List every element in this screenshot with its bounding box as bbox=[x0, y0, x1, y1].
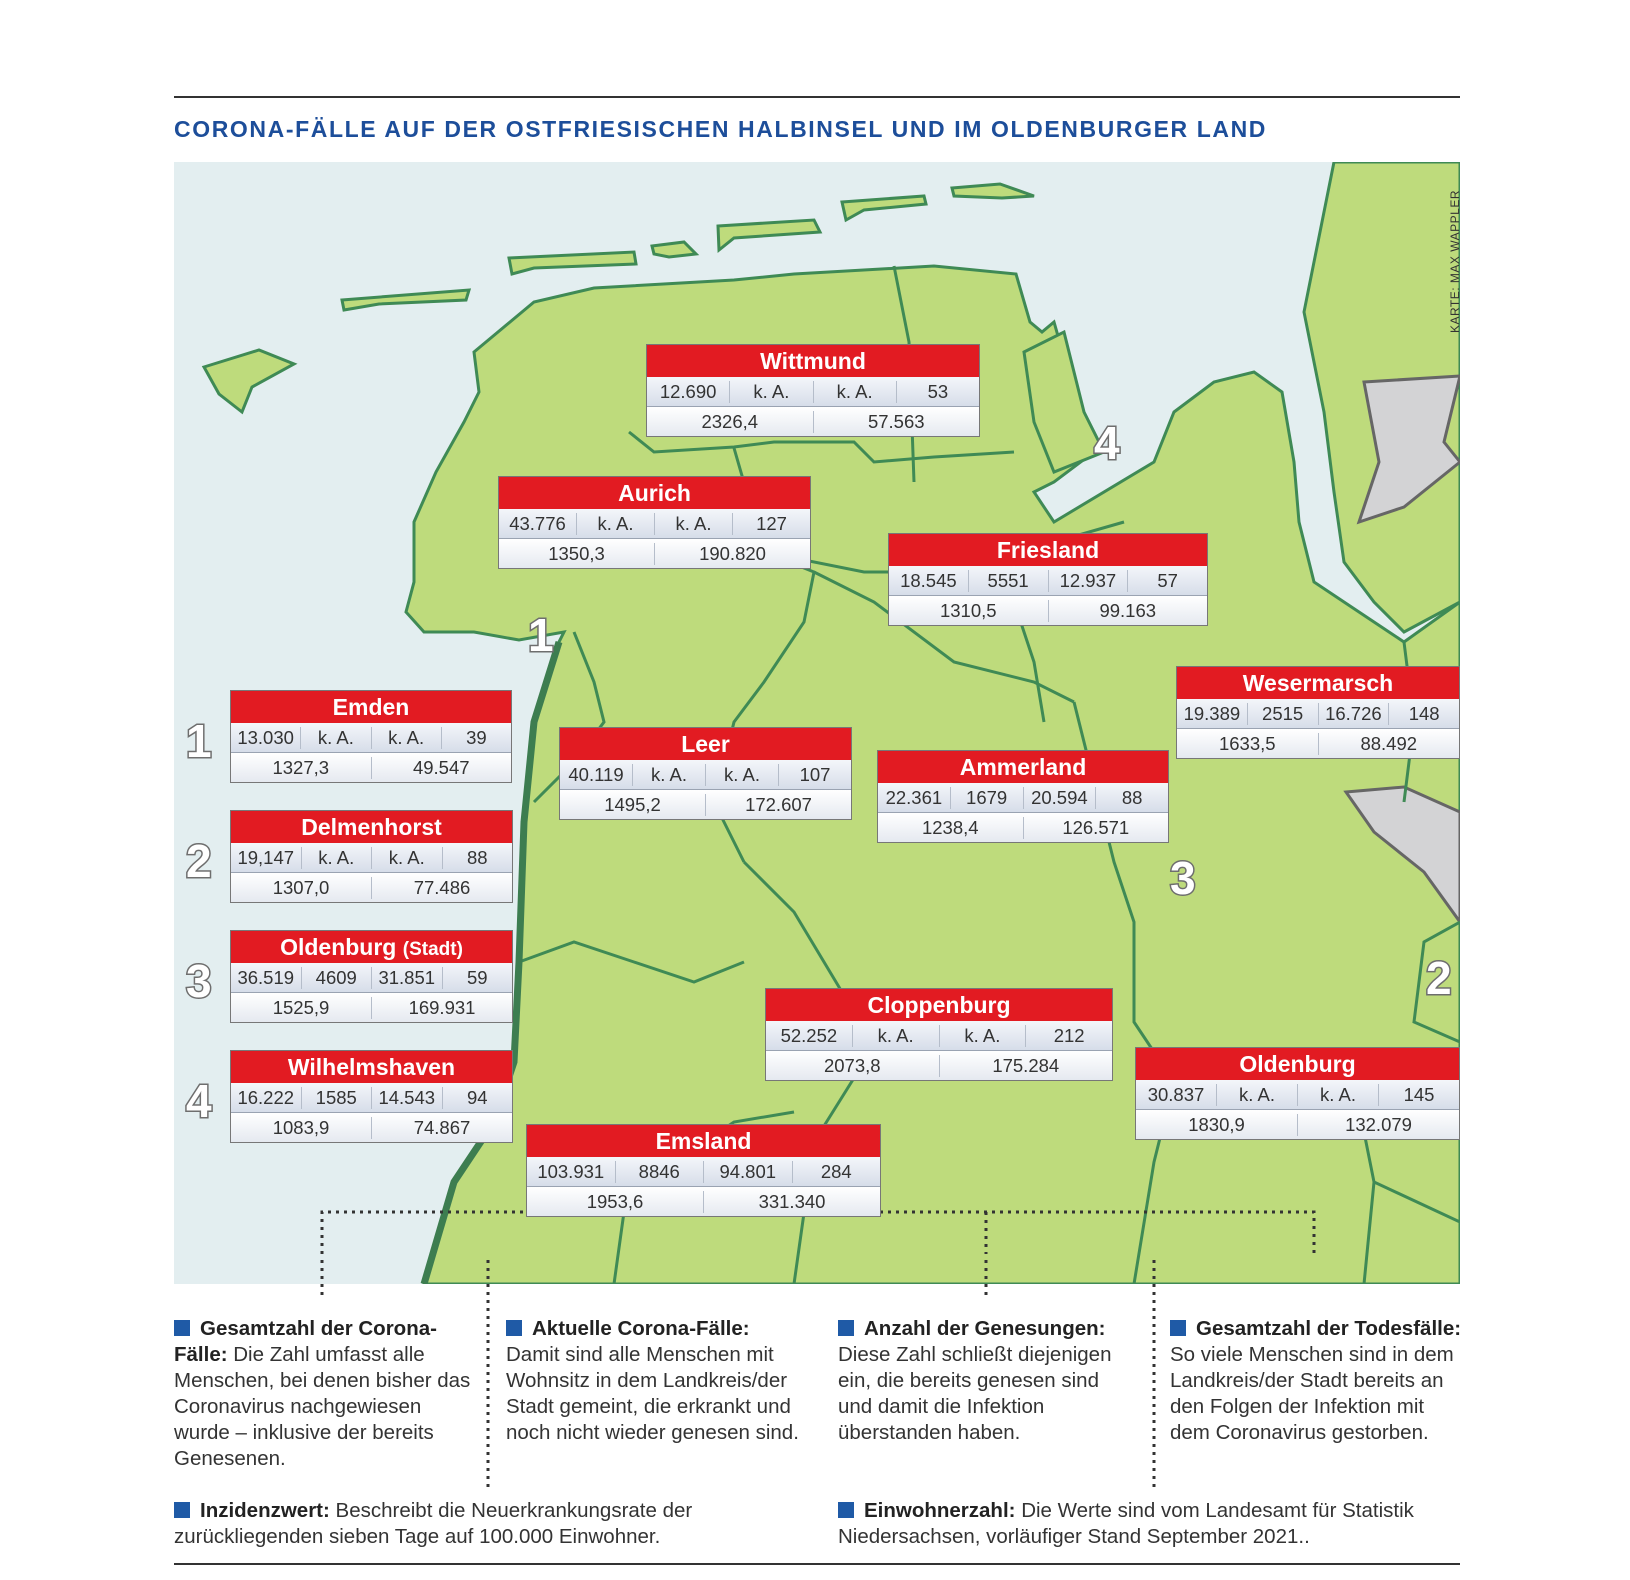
box-delmenhorst bbox=[230, 810, 513, 903]
box-title: Ammerland bbox=[878, 751, 1168, 783]
deaths: 212 bbox=[1053, 1024, 1085, 1046]
deaths: 107 bbox=[799, 763, 831, 785]
region-number-2-map: 2 bbox=[1426, 952, 1452, 1004]
box-title-suffix: (Stadt) bbox=[402, 939, 463, 960]
deaths: 148 bbox=[1408, 702, 1440, 724]
incidence: 1310,5 bbox=[889, 600, 1049, 622]
recoveries: k. A. bbox=[814, 381, 897, 403]
deaths: 94 bbox=[466, 1086, 488, 1108]
region-number-1-legend: 1 bbox=[186, 715, 212, 767]
deaths: 53 bbox=[927, 380, 949, 402]
incidence: 2326,4 bbox=[647, 411, 814, 433]
incidence: 1350,3 bbox=[499, 543, 655, 565]
region-number-3-map: 3 bbox=[1170, 852, 1196, 904]
cases-current: 8846 bbox=[616, 1161, 705, 1183]
incidence: 2073,8 bbox=[766, 1055, 940, 1077]
recoveries: k. A. bbox=[1298, 1084, 1379, 1106]
recoveries: 12.937 bbox=[1049, 570, 1129, 592]
recoveries: 31.851 bbox=[372, 967, 443, 989]
region-number-1-map: 1 bbox=[528, 609, 554, 661]
incidence: 1307,0 bbox=[231, 877, 372, 899]
region-number-2-legend: 2 bbox=[186, 835, 212, 887]
recoveries: 16.726 bbox=[1319, 703, 1390, 725]
box-title: Wesermarsch bbox=[1177, 667, 1459, 699]
top-rule bbox=[174, 96, 1460, 98]
population: 88.492 bbox=[1360, 732, 1418, 754]
legend-term: Einwohnerzahl: bbox=[864, 1499, 1016, 1522]
recoveries: 14.543 bbox=[372, 1087, 443, 1109]
box-aurich bbox=[498, 476, 811, 569]
recoveries: k. A. bbox=[372, 847, 443, 869]
legend-square-icon bbox=[838, 1502, 854, 1518]
legend-text: Die Werte sind vom Landesamt für Statistik Niedersachsen, vorläufiger Stand September 2021.. bbox=[838, 1499, 1414, 1548]
legend-text: Damit sind alle Menschen mit Wohnsitz in dem Landkreis/der Stadt gemeint, die erkrankt und noch nicht wieder genesen sind. bbox=[506, 1343, 799, 1444]
population: 57.563 bbox=[867, 410, 925, 432]
legend-square-icon bbox=[174, 1320, 190, 1336]
recoveries: k. A. bbox=[372, 727, 442, 749]
cases-total: 19.389 bbox=[1177, 703, 1248, 725]
population: 175.284 bbox=[992, 1054, 1060, 1076]
box-title: Leer bbox=[560, 728, 851, 760]
cases-current: 4609 bbox=[302, 967, 373, 989]
region-number-3-legend: 3 bbox=[186, 955, 212, 1007]
map-credit: KARTE: MAX WAPPLER bbox=[1448, 190, 1462, 334]
population: 172.607 bbox=[745, 793, 812, 815]
legend-term: Inzidenzwert: bbox=[200, 1499, 330, 1522]
cases-current: k. A. bbox=[301, 727, 371, 749]
incidence: 1633,5 bbox=[1177, 733, 1319, 755]
incidence: 1495,2 bbox=[560, 794, 706, 816]
box-title: Emsland bbox=[527, 1125, 880, 1157]
recoveries: k. A. bbox=[655, 513, 733, 535]
box-title: Emden bbox=[231, 691, 511, 723]
recoveries: k. A. bbox=[940, 1025, 1027, 1047]
cases-total: 19,147 bbox=[231, 847, 302, 869]
box-oldenburg bbox=[1135, 1047, 1460, 1140]
cases-current: 1585 bbox=[302, 1087, 373, 1109]
cases-total: 30.837 bbox=[1136, 1084, 1217, 1106]
legend-text: Diese Zahl schließt diejenigen ein, die bereits genesen sind und damit die Infektion überstanden haben. bbox=[838, 1343, 1112, 1444]
deaths: 284 bbox=[820, 1160, 852, 1182]
cases-total: 18.545 bbox=[889, 570, 969, 592]
cases-total: 16.222 bbox=[231, 1087, 302, 1109]
legend-aktuell bbox=[506, 1316, 806, 1446]
deaths: 59 bbox=[466, 966, 488, 988]
legend-square-icon bbox=[838, 1320, 854, 1336]
population: 49.547 bbox=[412, 756, 470, 778]
box-title: Oldenburg bbox=[1136, 1048, 1459, 1080]
cases-total: 52.252 bbox=[766, 1025, 853, 1047]
box-wesermarsch bbox=[1176, 666, 1460, 759]
box-title: Friesland bbox=[889, 534, 1207, 566]
legend-text: Die Zahl umfasst alle Menschen, bei denen bisher das Coronavirus nachgewiesen wurde – inklusive der bereits Genesenen. bbox=[174, 1343, 471, 1470]
box-friesland bbox=[888, 533, 1208, 626]
population: 190.820 bbox=[699, 542, 766, 564]
population: 126.571 bbox=[1062, 816, 1130, 838]
cases-current: k. A. bbox=[577, 513, 655, 535]
cases-current: k. A. bbox=[1217, 1084, 1298, 1106]
cases-total: 22.361 bbox=[878, 787, 951, 809]
legend-text: So viele Menschen sind in dem Landkreis/der Stadt bereits an den Folgen der Infektion mit dem Coronavirus gestorben. bbox=[1170, 1343, 1454, 1444]
legend-genesungen bbox=[838, 1316, 1138, 1446]
page-title: CORONA-FÄLLE AUF DER OSTFRIESISCHEN HALBINSEL UND IM OLDENBURGER LAND bbox=[174, 116, 1268, 142]
cases-total: 103.931 bbox=[527, 1161, 616, 1183]
population: 169.931 bbox=[408, 996, 476, 1018]
recoveries: k. A. bbox=[706, 764, 779, 786]
box-title: Delmenhorst bbox=[231, 811, 512, 843]
box-emden bbox=[230, 690, 512, 783]
deaths: 145 bbox=[1403, 1083, 1435, 1105]
box-cloppenburg bbox=[765, 988, 1113, 1081]
cases-current: k. A. bbox=[302, 847, 373, 869]
incidence: 1083,9 bbox=[231, 1117, 372, 1139]
box-title bbox=[231, 931, 512, 963]
deaths: 127 bbox=[756, 512, 787, 534]
cases-total: 36.519 bbox=[231, 967, 302, 989]
legend-square-icon bbox=[174, 1502, 190, 1518]
incidence: 1327,3 bbox=[231, 757, 372, 779]
region-number-4-map: 4 bbox=[1094, 417, 1120, 469]
cases-current: 5551 bbox=[969, 570, 1049, 592]
population: 99.163 bbox=[1099, 599, 1157, 621]
legend-text: Beschreibt die Neuerkrankungsrate der zurückliegenden sieben Tage auf 100.000 Einwohner. bbox=[174, 1499, 693, 1548]
deaths: 57 bbox=[1157, 569, 1178, 591]
incidence: 1953,6 bbox=[527, 1191, 704, 1213]
box-emsland bbox=[526, 1124, 881, 1217]
population: 74.867 bbox=[413, 1116, 471, 1138]
incidence: 1238,4 bbox=[878, 817, 1024, 839]
legend-term: Gesamtzahl der Todesfälle: bbox=[1196, 1317, 1462, 1340]
cases-total: 40.119 bbox=[560, 764, 633, 786]
region-number-4-legend: 4 bbox=[186, 1075, 212, 1127]
legend-gesamtzahl bbox=[174, 1316, 474, 1472]
legend-inzidenz bbox=[174, 1498, 814, 1550]
legend-tode bbox=[1170, 1316, 1465, 1446]
incidence: 1525,9 bbox=[231, 997, 372, 1019]
box-wittmund bbox=[646, 344, 980, 437]
cases-current: 1679 bbox=[951, 787, 1024, 809]
legend-einwohner bbox=[838, 1498, 1468, 1550]
deaths: 39 bbox=[466, 726, 487, 748]
population: 132.079 bbox=[1345, 1113, 1412, 1135]
legend-term: Anzahl der Genesungen: bbox=[864, 1317, 1106, 1340]
box-wilhelmshaven bbox=[230, 1050, 513, 1143]
legend-square-icon bbox=[1170, 1320, 1186, 1336]
legend-term: Aktuelle Corona-Fälle: bbox=[532, 1317, 750, 1340]
population: 77.486 bbox=[413, 876, 471, 898]
box-ammerland bbox=[877, 750, 1169, 843]
deaths: 88 bbox=[466, 846, 488, 868]
box-title: Wilhelmshaven bbox=[231, 1051, 512, 1083]
cases-total: 13.030 bbox=[231, 727, 301, 749]
cases-current: k. A. bbox=[853, 1025, 940, 1047]
cases-total: 12.690 bbox=[647, 381, 730, 403]
box-title: Wittmund bbox=[647, 345, 979, 377]
incidence: 1830,9 bbox=[1136, 1114, 1298, 1136]
cases-total: 43.776 bbox=[499, 513, 577, 535]
recoveries: 20.594 bbox=[1024, 787, 1097, 809]
box-oldenburg-stadt bbox=[230, 930, 513, 1023]
cases-current: k. A. bbox=[633, 764, 706, 786]
box-title: Cloppenburg bbox=[766, 989, 1112, 1021]
legend-square-icon bbox=[506, 1320, 522, 1336]
cases-current: k. A. bbox=[730, 381, 813, 403]
bottom-rule bbox=[174, 1563, 1460, 1565]
deaths: 88 bbox=[1121, 786, 1143, 808]
legend-term: Gesamtzahl der Corona-Fälle: bbox=[174, 1317, 437, 1366]
cases-current: 2515 bbox=[1248, 703, 1319, 725]
population: 331.340 bbox=[758, 1190, 826, 1212]
box-leer bbox=[559, 727, 852, 820]
recoveries: 94.801 bbox=[704, 1161, 793, 1183]
box-title: Aurich bbox=[499, 477, 810, 509]
box-title-name: Oldenburg bbox=[280, 934, 397, 960]
